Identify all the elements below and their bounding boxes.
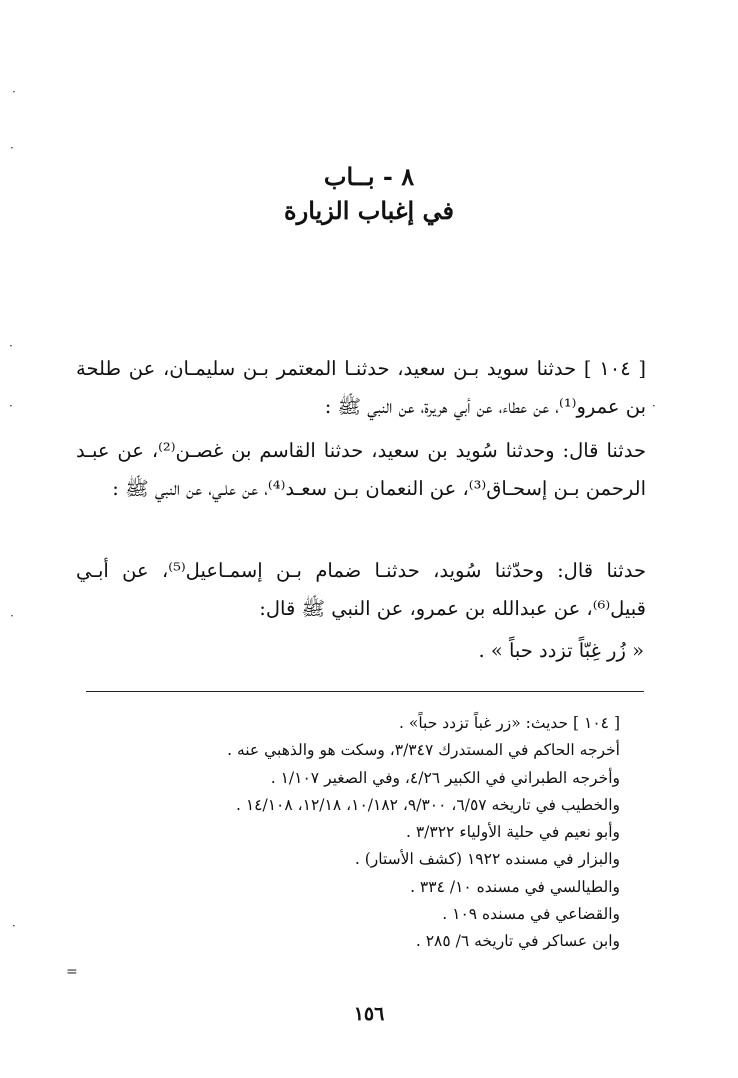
hadith-paragraph-1: [ ١٠٤ ] حدثنا سويد بـن سعيد، حدثنـا المعتمر بـن سليمـان، عن طلحة بن عمرو⁽¹⁾، عن عطاء، عن أبي هريرة، عن النبي ﷺ : bbox=[76, 357, 647, 418]
footnote-separator bbox=[86, 691, 644, 692]
footnote-item: أخرجه الحاكم في المستدرك ٣/٣٤٧، وسكت هو والذهبي عنه . bbox=[227, 741, 620, 760]
footnote-item: وأبو نعيم في حلية الأولياء ٣/٣٢٢ . bbox=[406, 823, 620, 842]
scan-speck: · bbox=[12, 85, 16, 99]
footnote-item: وأخرجه الطبراني في الكبير ٤/٢٦، وفي الصغير ١/١٠٧ . bbox=[270, 768, 620, 787]
hadith-paragraph-3: حدثنا قال: وحدّثنا سُويد، حدثنـا ضمام بـن إسمـاعيل⁽⁵⁾، عن أبـي قبيل⁽⁶⁾، عن عبدالله بن عمرو، عن النبي ﷺ قال: bbox=[76, 559, 646, 620]
footnote-item: [ ١٠٤ ] حديث: «زر غباً تزدد حباً» . bbox=[399, 714, 620, 732]
scan-speck: · bbox=[9, 399, 13, 413]
hadith-quote-text: « زُر غِبّاً تزدد حباً » . bbox=[478, 639, 644, 662]
scan-speck: = bbox=[66, 964, 78, 980]
footnote-item: والطيالسي في مسنده ١٠/ ٣٣٤ . bbox=[410, 877, 620, 896]
scan-speck: · bbox=[10, 609, 14, 623]
scan-speck: · bbox=[9, 339, 13, 353]
footnote-item: والقضاعي في مسنده ١٠٩ . bbox=[442, 905, 620, 924]
footnote-item: والخطيب في تاريخه ٦/٥٧، ٩/٣٠٠، ١٠/١٨٢، ١٢/١٨، ١٤/١٠٨ . bbox=[236, 795, 620, 814]
hadith-paragraph-2: حدثنا قال: وحدثنا سُويد بن سعيد، حدثنا القاسم بن غصـن⁽²⁾، عن عبـد الرحمن بـن إسحـاق⁽³⁾، عن النعمان بـن سعـد⁽⁴⁾، عن علـي، عن النبي ﷺ : bbox=[76, 439, 646, 500]
chapter-subtitle: في إغباب الزيارة bbox=[284, 196, 454, 225]
hadith-quote bbox=[76, 632, 646, 670]
footnote-item: وابن عساكر في تاريخه ٦/ ٢٨٥ . bbox=[415, 932, 620, 951]
scan-speck: · bbox=[10, 141, 14, 155]
footnotes-list bbox=[100, 710, 620, 956]
scan-speck: · bbox=[12, 919, 16, 933]
scan-speck: · bbox=[652, 399, 656, 413]
footnote-item: والبزار في مسنده ١٩٢٢ (كشف الأستار) . bbox=[354, 850, 620, 869]
page-number: ١٥٦ bbox=[353, 1003, 385, 1025]
chapter-number-title: ٨ - بــاب bbox=[323, 162, 415, 191]
